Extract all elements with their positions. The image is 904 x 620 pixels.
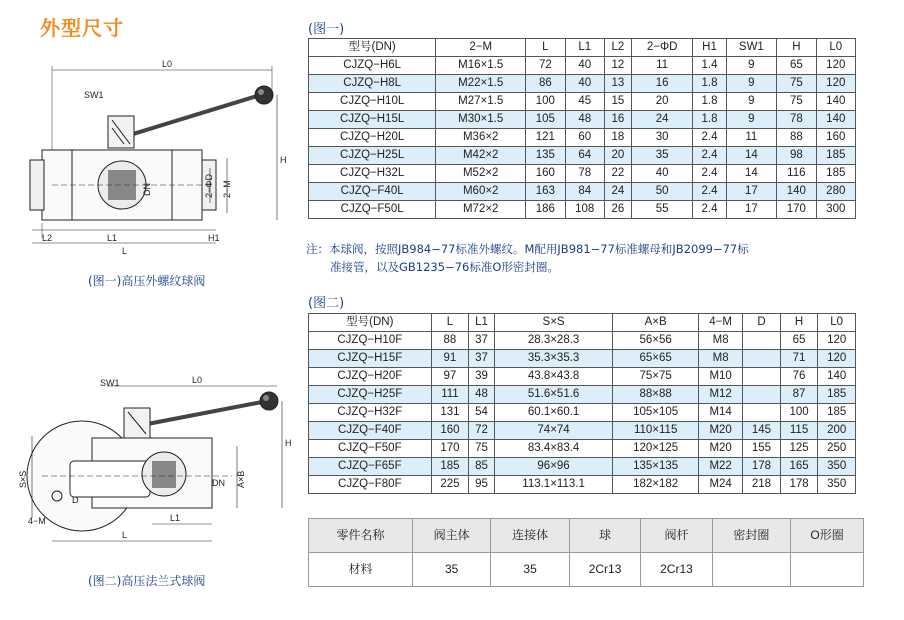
table-cell: 48: [469, 386, 495, 404]
table-cell: M52×2: [436, 165, 526, 183]
flange-spec-table: [308, 313, 856, 494]
dim-sw1: SW1: [84, 90, 104, 100]
table-cell: 1.8: [693, 111, 726, 129]
table-cell: 140: [816, 111, 855, 129]
table-cell: 218: [743, 476, 781, 494]
materials-cell: [712, 553, 790, 587]
table-cell: 95: [469, 476, 495, 494]
table-cell: 121: [526, 129, 565, 147]
table-cell: 40: [565, 57, 604, 75]
threaded-spec-table: [308, 38, 856, 219]
fig1-caption: (图一)高压外螺纹球阀: [88, 274, 206, 288]
fig2-header: L: [431, 314, 469, 332]
table-cell: 78: [777, 111, 816, 129]
table-cell: CJZQ−H32F: [309, 404, 432, 422]
table-row: [309, 111, 856, 129]
table-cell: 2.4: [693, 147, 726, 165]
table-cell: 11: [631, 57, 693, 75]
table-cell: CJZQ−F65F: [309, 458, 432, 476]
table-cell: 120×125: [613, 440, 699, 458]
table-cell: 2.4: [693, 183, 726, 201]
table-cell: CJZQ−H10F: [309, 332, 432, 350]
table-row: [309, 57, 856, 75]
table-cell: 39: [469, 368, 495, 386]
table-cell: 20: [604, 147, 631, 165]
table-cell: [743, 350, 781, 368]
table-cell: 2.4: [693, 201, 726, 219]
dim-h1: H1: [208, 233, 220, 243]
table-cell: 60: [565, 129, 604, 147]
table-cell: 185: [431, 458, 469, 476]
table-cell: M24: [699, 476, 743, 494]
table-cell: 14: [726, 147, 777, 165]
fig2-label: (图二): [308, 296, 345, 311]
table-cell: 11: [726, 129, 777, 147]
table-cell: 87: [780, 386, 818, 404]
table-cell: 86: [526, 75, 565, 93]
table-cell: 140: [777, 183, 816, 201]
table-cell: 135: [526, 147, 565, 165]
table-cell: M42×2: [436, 147, 526, 165]
table-cell: 30: [631, 129, 693, 147]
table-cell: 140: [816, 93, 855, 111]
table-cell: CJZQ−F40F: [309, 422, 432, 440]
table-row: [309, 165, 856, 183]
spec-note: [306, 240, 749, 276]
table-cell: 9: [726, 111, 777, 129]
table-cell: 120: [818, 332, 856, 350]
dim-l: L: [122, 246, 128, 256]
table-cell: 135×135: [613, 458, 699, 476]
dim-dn: DN: [142, 183, 152, 196]
table-cell: [743, 386, 781, 404]
dim-4m: 4−M: [28, 516, 46, 526]
materials-header: 密封圈: [712, 519, 790, 553]
table-cell: M36×2: [436, 129, 526, 147]
fig1-header: L0: [816, 39, 855, 57]
table-row: [309, 404, 856, 422]
table-cell: 116: [777, 165, 816, 183]
table-cell: 105×105: [613, 404, 699, 422]
dim-l0: L0: [162, 59, 173, 69]
table-cell: CJZQ−H25L: [309, 147, 436, 165]
table-cell: M22×1.5: [436, 75, 526, 93]
table-cell: 17: [726, 183, 777, 201]
table-row: [309, 147, 856, 165]
fig2-header: D: [743, 314, 781, 332]
table-cell: 9: [726, 57, 777, 75]
table-cell: 56×56: [613, 332, 699, 350]
materials-cell: 2Cr13: [641, 553, 712, 587]
materials-cell: 2Cr13: [569, 553, 640, 587]
table-cell: 84: [565, 183, 604, 201]
table-cell: 51.6×51.6: [494, 386, 612, 404]
table-cell: 105: [526, 111, 565, 129]
table-cell: M20: [699, 422, 743, 440]
table-row: [309, 93, 856, 111]
table-cell: 18: [604, 129, 631, 147]
table-cell: 91: [431, 350, 469, 368]
table-cell: 40: [565, 75, 604, 93]
table-cell: 20: [631, 93, 693, 111]
table-cell: M8: [699, 350, 743, 368]
dim-sw1-f: SW1: [100, 378, 120, 388]
table-cell: M12: [699, 386, 743, 404]
table-row: [309, 129, 856, 147]
table-cell: CJZQ−F40L: [309, 183, 436, 201]
table-cell: 125: [780, 440, 818, 458]
table-row: [309, 440, 856, 458]
dim-h-f: H: [285, 438, 292, 448]
table-cell: 170: [777, 201, 816, 219]
table-row: [309, 458, 856, 476]
dim-l2: L2: [42, 233, 53, 243]
table-cell: 72: [469, 422, 495, 440]
table-cell: 75: [777, 93, 816, 111]
materials-cell: 35: [491, 553, 569, 587]
table-cell: 120: [818, 350, 856, 368]
table-cell: 16: [604, 111, 631, 129]
table-cell: 1.8: [693, 93, 726, 111]
table-cell: 185: [816, 165, 855, 183]
table-row: [309, 386, 856, 404]
table-cell: [743, 332, 781, 350]
table-cell: 145: [743, 422, 781, 440]
table-cell: 88: [777, 129, 816, 147]
table-cell: M8: [699, 332, 743, 350]
table-cell: M72×2: [436, 201, 526, 219]
table-row: [309, 476, 856, 494]
fig2-header: 型号(DN): [309, 314, 432, 332]
table-cell: 64: [565, 147, 604, 165]
table-cell: 24: [631, 111, 693, 129]
table-row: [309, 75, 856, 93]
table-cell: 71: [780, 350, 818, 368]
table-cell: 83.4×83.4: [494, 440, 612, 458]
table-cell: 40: [631, 165, 693, 183]
table-cell: 163: [526, 183, 565, 201]
table-cell: 160: [526, 165, 565, 183]
table-cell: 22: [604, 165, 631, 183]
table-cell: 96×96: [494, 458, 612, 476]
table-row: [309, 183, 856, 201]
table-cell: 17: [726, 201, 777, 219]
table-cell: CJZQ−F50F: [309, 440, 432, 458]
fig1-header: H1: [693, 39, 726, 57]
table-cell: 43.8×43.8: [494, 368, 612, 386]
table-cell: CJZQ−H20L: [309, 129, 436, 147]
table-cell: 110×115: [613, 422, 699, 440]
dim-l0-f: L0: [192, 375, 203, 385]
table-cell: 88×88: [613, 386, 699, 404]
table-cell: 9: [726, 75, 777, 93]
table-cell: 14: [726, 165, 777, 183]
note-line-1: 注：本球阀，按照JB984−77标准外螺纹。M配用JB981−77标准螺母和JB2099−77标: [306, 242, 749, 256]
fig2-header: S×S: [494, 314, 612, 332]
table-cell: CJZQ−F80F: [309, 476, 432, 494]
table-cell: 65: [780, 332, 818, 350]
table-cell: M27×1.5: [436, 93, 526, 111]
materials-cell: 材料: [309, 553, 413, 587]
table-cell: M20: [699, 440, 743, 458]
table-cell: 78: [565, 165, 604, 183]
table-cell: [743, 404, 781, 422]
table-row: [309, 332, 856, 350]
fig2-caption: (图二)高压法兰式球阀: [88, 574, 206, 588]
table-cell: CJZQ−H6L: [309, 57, 436, 75]
table-cell: 2.4: [693, 165, 726, 183]
table-cell: 97: [431, 368, 469, 386]
threaded-valve-drawing: [12, 58, 302, 268]
table-cell: 88: [431, 332, 469, 350]
table-cell: 24: [604, 183, 631, 201]
table-cell: 55: [631, 201, 693, 219]
table-cell: 280: [816, 183, 855, 201]
table-cell: 140: [818, 368, 856, 386]
table-cell: 165: [780, 458, 818, 476]
table-cell: 16: [631, 75, 693, 93]
table-cell: 111: [431, 386, 469, 404]
table-cell: 1.4: [693, 57, 726, 75]
table-cell: 2.4: [693, 129, 726, 147]
table-cell: 131: [431, 404, 469, 422]
fig2-header: 4−M: [699, 314, 743, 332]
table-cell: M60×2: [436, 183, 526, 201]
fig1-header: L: [526, 39, 565, 57]
materials-header: 连接体: [491, 519, 569, 553]
dim-2m: 2−M: [222, 180, 232, 198]
materials-cell: [791, 553, 864, 587]
table-cell: 74×74: [494, 422, 612, 440]
table-cell: 185: [818, 386, 856, 404]
dim-ab: A×B: [236, 470, 246, 488]
table-cell: 178: [780, 476, 818, 494]
table-cell: [743, 368, 781, 386]
table-cell: 13: [604, 75, 631, 93]
materials-table: [308, 518, 864, 587]
table-cell: 160: [431, 422, 469, 440]
fig2-header: L0: [818, 314, 856, 332]
table-cell: M30×1.5: [436, 111, 526, 129]
table-cell: 60.1×60.1: [494, 404, 612, 422]
fig1-header: 2−ΦD: [631, 39, 693, 57]
table-cell: 98: [777, 147, 816, 165]
table-cell: 45: [565, 93, 604, 111]
table-cell: 65×65: [613, 350, 699, 368]
materials-header: 零件名称: [309, 519, 413, 553]
dim-ss: S×S: [18, 470, 28, 488]
flanged-valve-drawing: [12, 366, 302, 566]
table-cell: CJZQ−H20F: [309, 368, 432, 386]
table-cell: 350: [818, 476, 856, 494]
table-cell: 50: [631, 183, 693, 201]
table-cell: 300: [816, 201, 855, 219]
page-title: 外型尺寸: [40, 16, 124, 40]
note-line-2: 准接管，以及GB1235−76标准O形密封圈。: [330, 260, 559, 274]
dim-l1: L1: [107, 233, 118, 243]
table-cell: 72: [526, 57, 565, 75]
table-cell: CJZQ−H25F: [309, 386, 432, 404]
fig2-header: H: [780, 314, 818, 332]
table-cell: CJZQ−H8L: [309, 75, 436, 93]
table-cell: 113.1×113.1: [494, 476, 612, 494]
table-cell: 65: [777, 57, 816, 75]
dim-d-f: D: [72, 495, 79, 505]
table-cell: 160: [816, 129, 855, 147]
fig1-header: 型号(DN): [309, 39, 436, 57]
table-cell: 200: [818, 422, 856, 440]
table-cell: 350: [818, 458, 856, 476]
table-cell: 120: [816, 75, 855, 93]
table-cell: 100: [780, 404, 818, 422]
table-cell: 48: [565, 111, 604, 129]
table-cell: CJZQ−F50L: [309, 201, 436, 219]
table-cell: 115: [780, 422, 818, 440]
table-cell: M10: [699, 368, 743, 386]
fig1-label: (图一): [308, 22, 345, 37]
fig1-header: L1: [565, 39, 604, 57]
table-cell: 26: [604, 201, 631, 219]
table-cell: 9: [726, 93, 777, 111]
materials-header: O形圈: [791, 519, 864, 553]
table-cell: 75: [777, 75, 816, 93]
materials-header: 阀主体: [412, 519, 490, 553]
table-cell: CJZQ−H32L: [309, 165, 436, 183]
table-cell: 182×182: [613, 476, 699, 494]
table-cell: 54: [469, 404, 495, 422]
materials-cell: 35: [412, 553, 490, 587]
dim-h: H: [280, 155, 287, 165]
table-row: [309, 350, 856, 368]
table-cell: 35: [631, 147, 693, 165]
table-cell: 155: [743, 440, 781, 458]
table-cell: 225: [431, 476, 469, 494]
materials-header: 阀杆: [641, 519, 712, 553]
table-cell: 250: [818, 440, 856, 458]
table-cell: 85: [469, 458, 495, 476]
table-cell: 12: [604, 57, 631, 75]
table-cell: 35.3×35.3: [494, 350, 612, 368]
table-cell: 170: [431, 440, 469, 458]
table-cell: 37: [469, 350, 495, 368]
table-cell: 185: [818, 404, 856, 422]
table-row: [309, 201, 856, 219]
table-row: [309, 422, 856, 440]
table-cell: 76: [780, 368, 818, 386]
table-cell: M14: [699, 404, 743, 422]
table-cell: 120: [816, 57, 855, 75]
table-cell: 185: [816, 147, 855, 165]
dim-l-f: L: [122, 530, 128, 540]
table-cell: 15: [604, 93, 631, 111]
fig1-header: SW1: [726, 39, 777, 57]
fig1-header: L2: [604, 39, 631, 57]
table-cell: CJZQ−H15F: [309, 350, 432, 368]
table-cell: 37: [469, 332, 495, 350]
table-cell: M16×1.5: [436, 57, 526, 75]
fig2-header: A×B: [613, 314, 699, 332]
fig1-header: 2−M: [436, 39, 526, 57]
table-cell: 186: [526, 201, 565, 219]
dim-2d: 2−ΦD: [204, 174, 214, 198]
table-cell: CJZQ−H10L: [309, 93, 436, 111]
table-cell: 75×75: [613, 368, 699, 386]
table-cell: 178: [743, 458, 781, 476]
materials-header: 球: [569, 519, 640, 553]
table-cell: 108: [565, 201, 604, 219]
table-cell: 75: [469, 440, 495, 458]
dim-l1-f: L1: [170, 513, 181, 523]
table-cell: M22: [699, 458, 743, 476]
table-cell: 100: [526, 93, 565, 111]
table-cell: 28.3×28.3: [494, 332, 612, 350]
fig1-header: H: [777, 39, 816, 57]
table-cell: CJZQ−H15L: [309, 111, 436, 129]
dim-dn-f: DN: [212, 478, 225, 488]
table-cell: 1.8: [693, 75, 726, 93]
table-row: [309, 368, 856, 386]
fig2-header: L1: [469, 314, 495, 332]
